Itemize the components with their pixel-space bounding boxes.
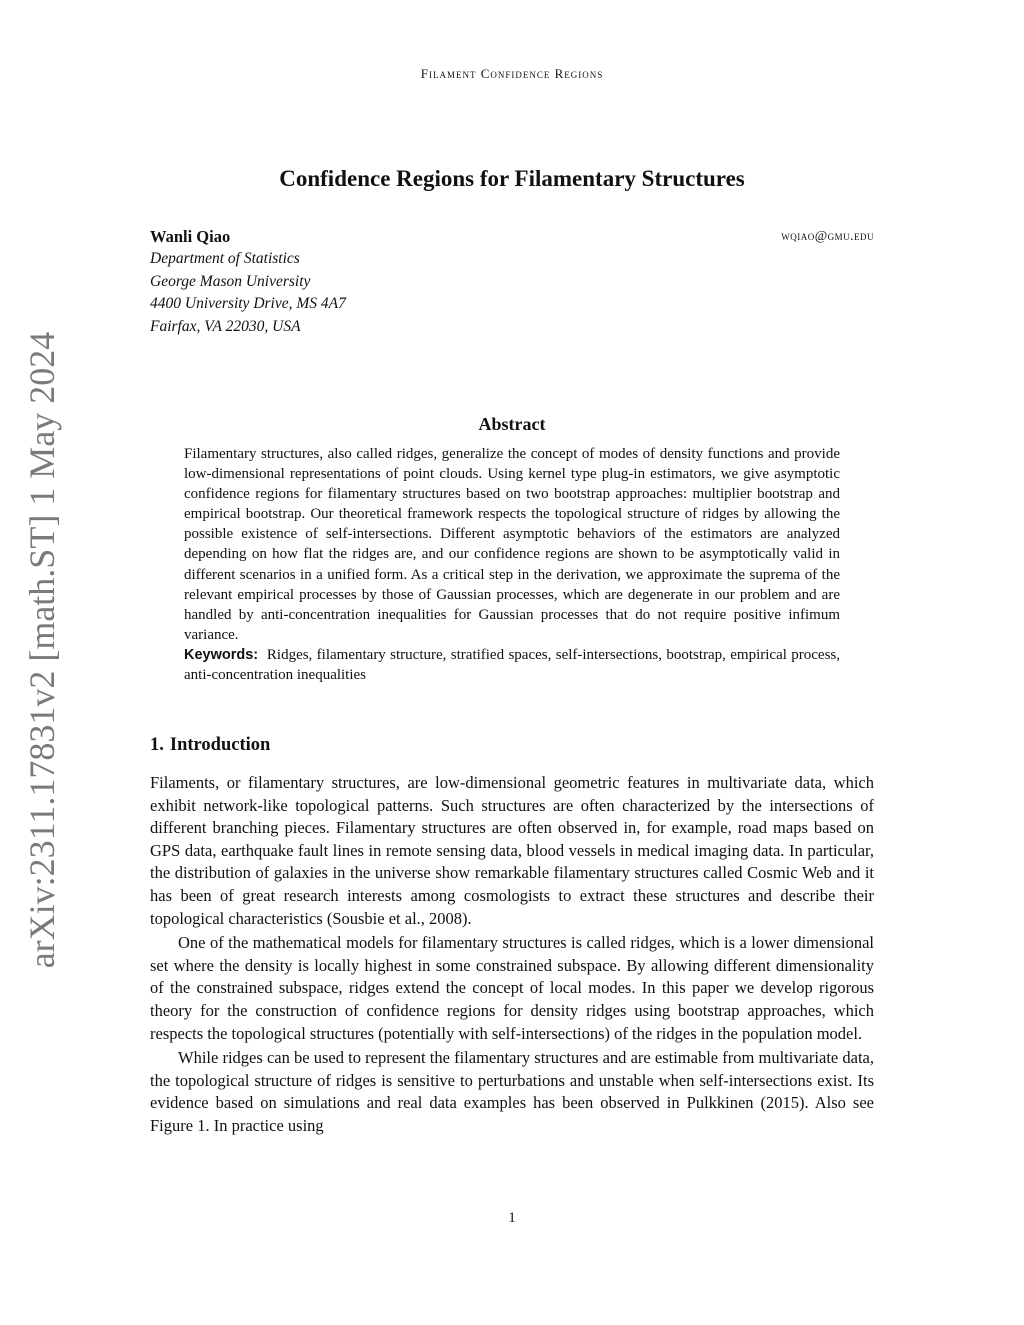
affiliation-city: Fairfax, VA 22030, USA — [150, 317, 301, 335]
abstract-body — [184, 444, 840, 685]
body-paragraph-3: While ridges can be used to represent the filamentary structures and are estimable from multivariate data, the topological structure of ridges is sensitive to perturbations and unstable when self-intersections exist. Its evidence based on simulations and real data examples has been observed in Pulkkinen (2015). Also see Figure 1. In practice using — [150, 1048, 874, 1135]
author-email: wqiao@gmu.edu — [781, 228, 874, 243]
arxiv-identifier: arXiv:2311.17831v2 [math.ST] 1 May 2024 — [22, 331, 62, 969]
keywords-line — [184, 645, 840, 685]
running-head: Filament Confidence Regions — [420, 66, 604, 81]
affiliation-department: Department of Statistics — [150, 250, 300, 267]
keywords-label: Keywords: — [184, 646, 259, 663]
affiliation-university: George Mason University — [150, 272, 311, 290]
body-paragraph-1: Filaments, or filamentary structures, are low-dimensional geometric features in multivariate data, which exhibit network-like topological patterns. Such structures are often characterized by the intersections of different branching pieces. Filamentary structures are often observed in, for example, road maps based on GPS data, earthquake fault lines in remote sensing data, blood vessels in medical imaging data. In particular, the distribution of galaxies in the universe show remarkable filamentary structures called Cosmic Web and it has been of great research interests among cosmologists to extract these structures and describe their topological characteristics (Sousbie et al., 2008). — [150, 773, 874, 928]
section-title: Introduction — [169, 735, 271, 755]
author-block — [150, 226, 874, 338]
paper-title: Confidence Regions for Filamentary Structures — [279, 166, 745, 191]
page-number: 1 — [508, 1210, 516, 1226]
affiliation-address: 4400 University Drive, MS 4A7 — [150, 295, 346, 312]
abstract-heading: Abstract — [478, 414, 546, 434]
body-paragraph-2: One of the mathematical models for filamentary structures is called ridges, which is a lower dimensional set where the density is locally highest in some constrained subspace. By allowing different dimensionality of the constrained subspace, ridges extend the concept of local modes. In this paper we develop rigorous theory for the construction of confidence regions for density ridges using bootstrap approaches, which respects the topological structures (potentially with self-intersections) of the ridges in the population model. — [150, 933, 874, 1043]
section-number: 1. — [150, 735, 164, 755]
section-heading — [150, 735, 270, 756]
abstract-paragraph: Filamentary structures, also called ridges, generalize the concept of modes of density functions and provide low-dimensional representations of point clouds. Using kernel type plug-in estimators, we give asymptotic confidence regions for filamentary structures based on two bootstrap approaches: multiplier bootstrap and empirical bootstrap. Our theoretical framework respects the topological structure of ridges by allowing the possible existence of self-intersections. Different asymptotic behaviors of the estimators are analyzed depending on how flat the ridges are, and our confidence regions are shown to be asymptotically valid in different scenarios in a unified form. As a critical step in the derivation, we approximate the suprema of the relevant empirical processes by those of Gaussian processes, which are degenerate in our problem and are handled by anti-concentration inequalities for Gaussian processes that do not require positive infimum variance. — [184, 446, 840, 643]
section-body — [150, 772, 874, 1138]
author-name: Wanli Qiao — [150, 227, 231, 246]
keywords-list: Ridges, filamentary structure, stratified spaces, self-intersections, bootstrap, empirical process, anti-concentration inequalities — [184, 646, 841, 684]
